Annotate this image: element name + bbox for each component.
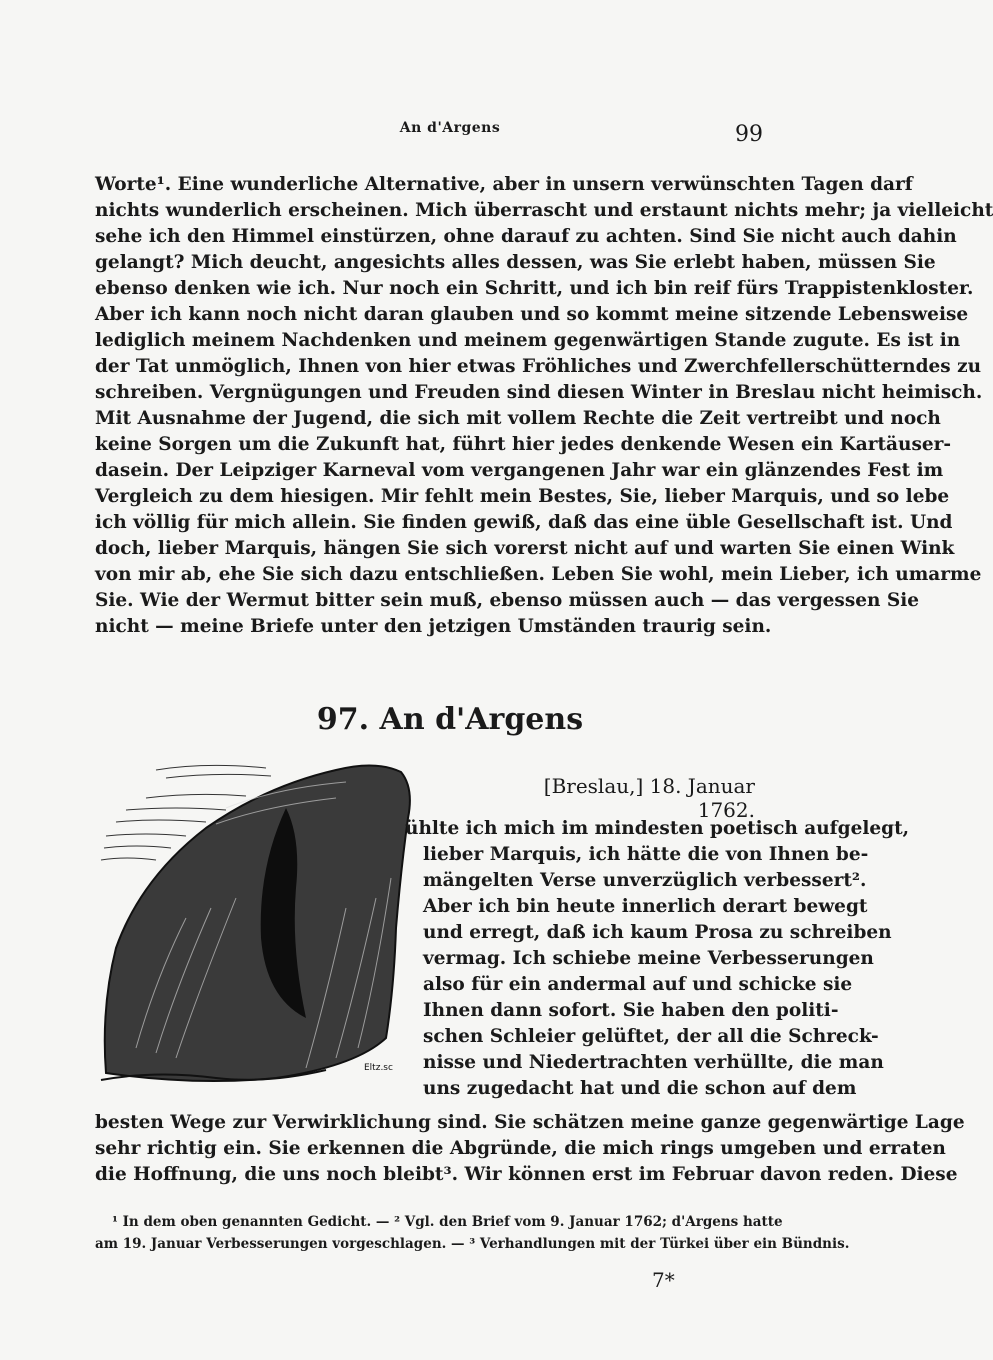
text-line: dasein. Der Leipziger Karneval vom vergangenen Jahr war ein glänzendes Fest im — [95, 460, 944, 481]
text-line: Worte¹. Eine wunderliche Alternative, aber in unsern verwünschten Tagen darf — [95, 174, 913, 195]
text-line: keine Sorgen um die Zukunft hat, führt hier jedes denkende Wesen ein Kartäuser- — [95, 434, 952, 455]
letter-heading: 97. An d'Argens — [316, 702, 584, 737]
text-line: ebenso denken wie ich. Nur noch ein Schritt, und ich bin reif fürs Trappistenkloster. — [95, 278, 974, 299]
illustration-signature: Eltz.sc — [364, 1063, 393, 1073]
text-line: Vergleich zu dem hiesigen. Mir fehlt mein Bestes, Sie, lieber Marquis, und so lebe — [95, 486, 950, 507]
text-line: lediglich meinem Nachdenken und meinem gegenwärtigen Stande zugute. Es ist in — [95, 330, 961, 351]
text-line: gelangt? Mich deucht, angesichts alles dessen, was Sie erlebt haben, müssen Sie — [95, 252, 936, 273]
text-line: schen Schleier gelüftet, der all die Schreck- — [423, 1026, 879, 1047]
rock-illustration — [96, 748, 418, 1088]
text-line: Aber ich bin heute innerlich derart bewegt — [423, 896, 868, 917]
text-line: doch, lieber Marquis, hängen Sie sich vorerst nicht auf und warten Sie einen Wink — [95, 538, 955, 559]
text-line: nicht — meine Briefe unter den jetzigen Umständen traurig sein. — [95, 616, 772, 637]
text-line: Ihnen dann sofort. Sie haben den politi- — [423, 1000, 839, 1021]
text-line: sehr richtig ein. Sie erkennen die Abgründe, die mich rings umgeben und erraten — [95, 1138, 946, 1159]
text-line: mängelten Verse unverzüglich verbessert². — [423, 870, 867, 891]
text-line: nisse und Niedertrachten verhüllte, die man — [423, 1052, 884, 1073]
text-line: Sie. Wie der Wermut bitter sein muß, ebenso müssen auch — das vergessen Sie — [95, 590, 920, 611]
text-line: schreiben. Vergnügungen und Freuden sind diesen Winter in Breslau nicht heimisch. — [95, 382, 983, 403]
footnote-line: am 19. Januar Verbesserungen vorgeschlagen. — ³ Verhandlungen mit der Türkei über ein Bündnis. — [95, 1236, 850, 1252]
text-line: vermag. Ich schiebe meine Verbesserungen — [423, 948, 874, 969]
text-line: von mir ab, ehe Sie sich dazu entschließen. Leben Sie wohl, mein Lieber, ich umarme — [95, 564, 982, 585]
letter-dateline: [Breslau,] 18. Januar 1762. — [543, 774, 755, 822]
text-line: lieber Marquis, ich hätte die von Ihnen be- — [423, 844, 869, 865]
text-line: uns zugedacht hat und die schon auf dem — [423, 1078, 857, 1099]
running-title: An d'Argens — [399, 120, 501, 136]
text-line: also für ein andermal auf und schicke sie — [423, 974, 853, 995]
text-line: besten Wege zur Verwirklichung sind. Sie schätzen meine ganze gegenwärtige Lage — [95, 1112, 965, 1133]
text-line: sehe ich den Himmel einstürzen, ohne darauf zu achten. Sind Sie nicht auch dahin — [95, 226, 957, 247]
text-line: Mit Ausnahme der Jugend, die sich mit vollem Rechte die Zeit vertreibt und noch — [95, 408, 941, 429]
text-line: und erregt, daß ich kaum Prosa zu schreiben — [423, 922, 892, 943]
rock-shape — [105, 765, 410, 1081]
footnote-line: ¹ In dem oben genannten Gedicht. — ² Vgl. den Brief vom 9. Januar 1762; d'Argens hatte — [112, 1214, 783, 1230]
text-line: der Tat unmöglich, Ihnen von hier etwas Fröhliches und Zwerchfellerschütterndes zu — [95, 356, 982, 377]
text-line: Aber ich kann noch nicht daran glauben und so kommt meine sitzende Lebensweise — [95, 304, 969, 325]
text-line: ich völlig für mich allein. Sie finden gewiß, daß das eine üble Gesellschaft ist. Und — [95, 512, 953, 533]
page-number: 99 — [735, 122, 763, 147]
text-line: nichts wunderlich erscheinen. Mich überrascht und erstaunt nichts mehr; ja vielleicht — [95, 200, 993, 221]
signature-mark: 7* — [652, 1268, 675, 1292]
text-line: die Hoffnung, die uns noch bleibt³. Wir können erst im Februar davon reden. Diese — [95, 1164, 958, 1185]
text-line: ühlte ich mich im mindesten poetisch aufgelegt, — [405, 818, 910, 839]
